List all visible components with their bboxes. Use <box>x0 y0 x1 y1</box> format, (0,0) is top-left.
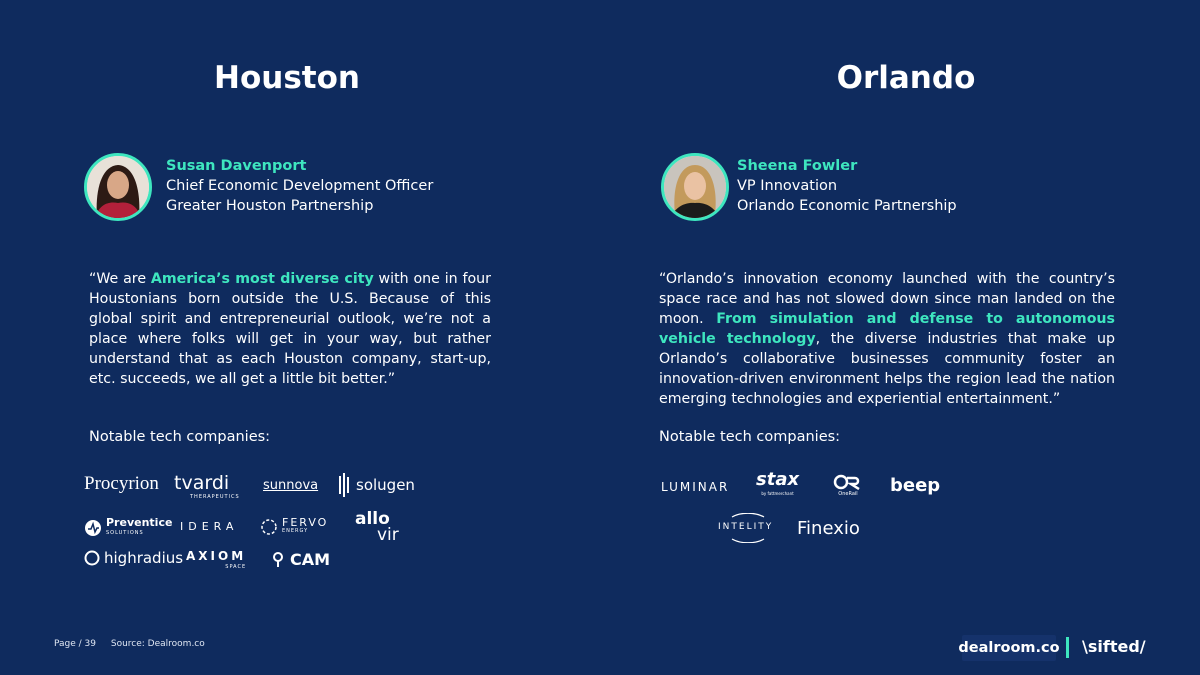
logo-solugen <box>338 472 415 498</box>
fervo-mark-icon <box>260 518 278 536</box>
logo-subtext: OneRail <box>838 491 858 497</box>
logo-onerail <box>833 474 863 498</box>
person-info-orlando <box>737 156 957 216</box>
brand-divider <box>1066 637 1069 658</box>
logo-finexio <box>797 518 860 539</box>
logo-text: Procyrion <box>84 473 159 494</box>
logo-text: stax <box>756 469 800 490</box>
logo-text: allo <box>355 509 390 529</box>
logo-text: LUMINAR <box>661 480 730 494</box>
logo-text: INTELITY <box>718 522 774 532</box>
onerail-mark-icon <box>833 474 863 490</box>
logo-subtext: by fattmerchant <box>761 491 794 496</box>
logo-text: Finexio <box>797 518 860 539</box>
sifted-logo: \sifted/ <box>1082 637 1146 656</box>
person-info-houston <box>166 156 433 216</box>
logo-text: sunnova <box>263 478 319 493</box>
preventice-mark-icon <box>84 519 102 537</box>
cam-mark-icon <box>272 551 286 569</box>
quote-text: with one in four Houstonians born outside the U.S. Because of this global spirit and entrepreneurial outlook, we’re not a place where folks will get in your way, but rather understand that as each Houston company, start-up, etc. succeeds, we all get a little bit better.” <box>89 271 491 387</box>
person-name: Sheena Fowler <box>737 158 858 174</box>
logo-axiom-space <box>186 551 246 573</box>
person-org: Orlando Economic Partnership <box>737 198 957 214</box>
quote-orlando <box>659 269 1115 409</box>
logo-text: IDERA <box>180 520 239 533</box>
logo-text: solugen <box>356 476 415 494</box>
logo-highradius <box>84 549 183 567</box>
avatar-sheena-fowler <box>661 153 729 221</box>
logo-luminar <box>661 480 729 494</box>
quote-highlight: From simulation and defense to autonomous vehicle technology <box>659 311 1115 347</box>
logo-stax <box>756 469 800 501</box>
quote-text: , the diverse industries that make up Orlando’s collaborative businesses community foster an innovation-driven environment helps the region lead the nation emerging technologies and experiential entertainment.” <box>659 331 1115 407</box>
quote-text: “Orlando’s innovation economy launched with the country’s space race and has not slowed down since man landed on the moon. <box>659 271 1115 327</box>
person-org: Greater Houston Partnership <box>166 198 374 214</box>
logo-text: Preventice <box>106 516 173 529</box>
logo-text: CAM <box>290 550 331 569</box>
quote-highlight: America’s most diverse city <box>150 271 374 287</box>
footer <box>54 639 217 649</box>
logo-text: FERVO <box>282 516 329 529</box>
notable-companies-label: Notable tech companies: <box>89 429 271 445</box>
logo-cam <box>272 550 330 569</box>
page-number: Page / 39 <box>54 639 96 649</box>
logo-fervo <box>260 518 328 536</box>
highradius-mark-icon <box>84 550 100 566</box>
person-role: VP Innovation <box>737 178 838 194</box>
logo-sunnova <box>263 478 318 493</box>
person-name: Susan Davenport <box>166 158 307 174</box>
city-title-houston: Houston <box>214 60 360 96</box>
logo-subtext: THERAPEUTICS <box>190 494 240 500</box>
logo-text: highradius <box>104 549 184 567</box>
logo-text: AXIOM <box>186 549 247 563</box>
logo-tvardi <box>174 472 240 500</box>
notable-companies-label: Notable tech companies: <box>659 429 841 445</box>
logo-text: beep <box>890 475 941 496</box>
solugen-mark-icon <box>338 472 352 498</box>
logo-intelity <box>718 515 773 532</box>
person-role: Chief Economic Development Officer <box>166 178 434 194</box>
logo-allovir <box>355 511 399 543</box>
dealroom-logo: dealroom.co <box>962 635 1056 661</box>
source-note: Source: Dealroom.co <box>110 639 205 649</box>
logo-subtext: SOLUTIONS <box>106 530 144 536</box>
logo-beep <box>890 475 940 496</box>
logo-subtext: ENERGY <box>282 528 309 534</box>
logo-text: vir <box>377 525 399 545</box>
logo-preventice <box>84 518 172 538</box>
avatar-susan-davenport <box>84 153 152 221</box>
city-title-orlando: Orlando <box>836 60 976 96</box>
quote-text: “We are <box>89 271 151 287</box>
quote-houston <box>89 269 491 389</box>
logo-procyrion <box>84 473 159 495</box>
logo-text: tvardi <box>174 472 230 494</box>
logo-idera <box>180 520 238 533</box>
logo-subtext: SPACE <box>225 564 247 570</box>
